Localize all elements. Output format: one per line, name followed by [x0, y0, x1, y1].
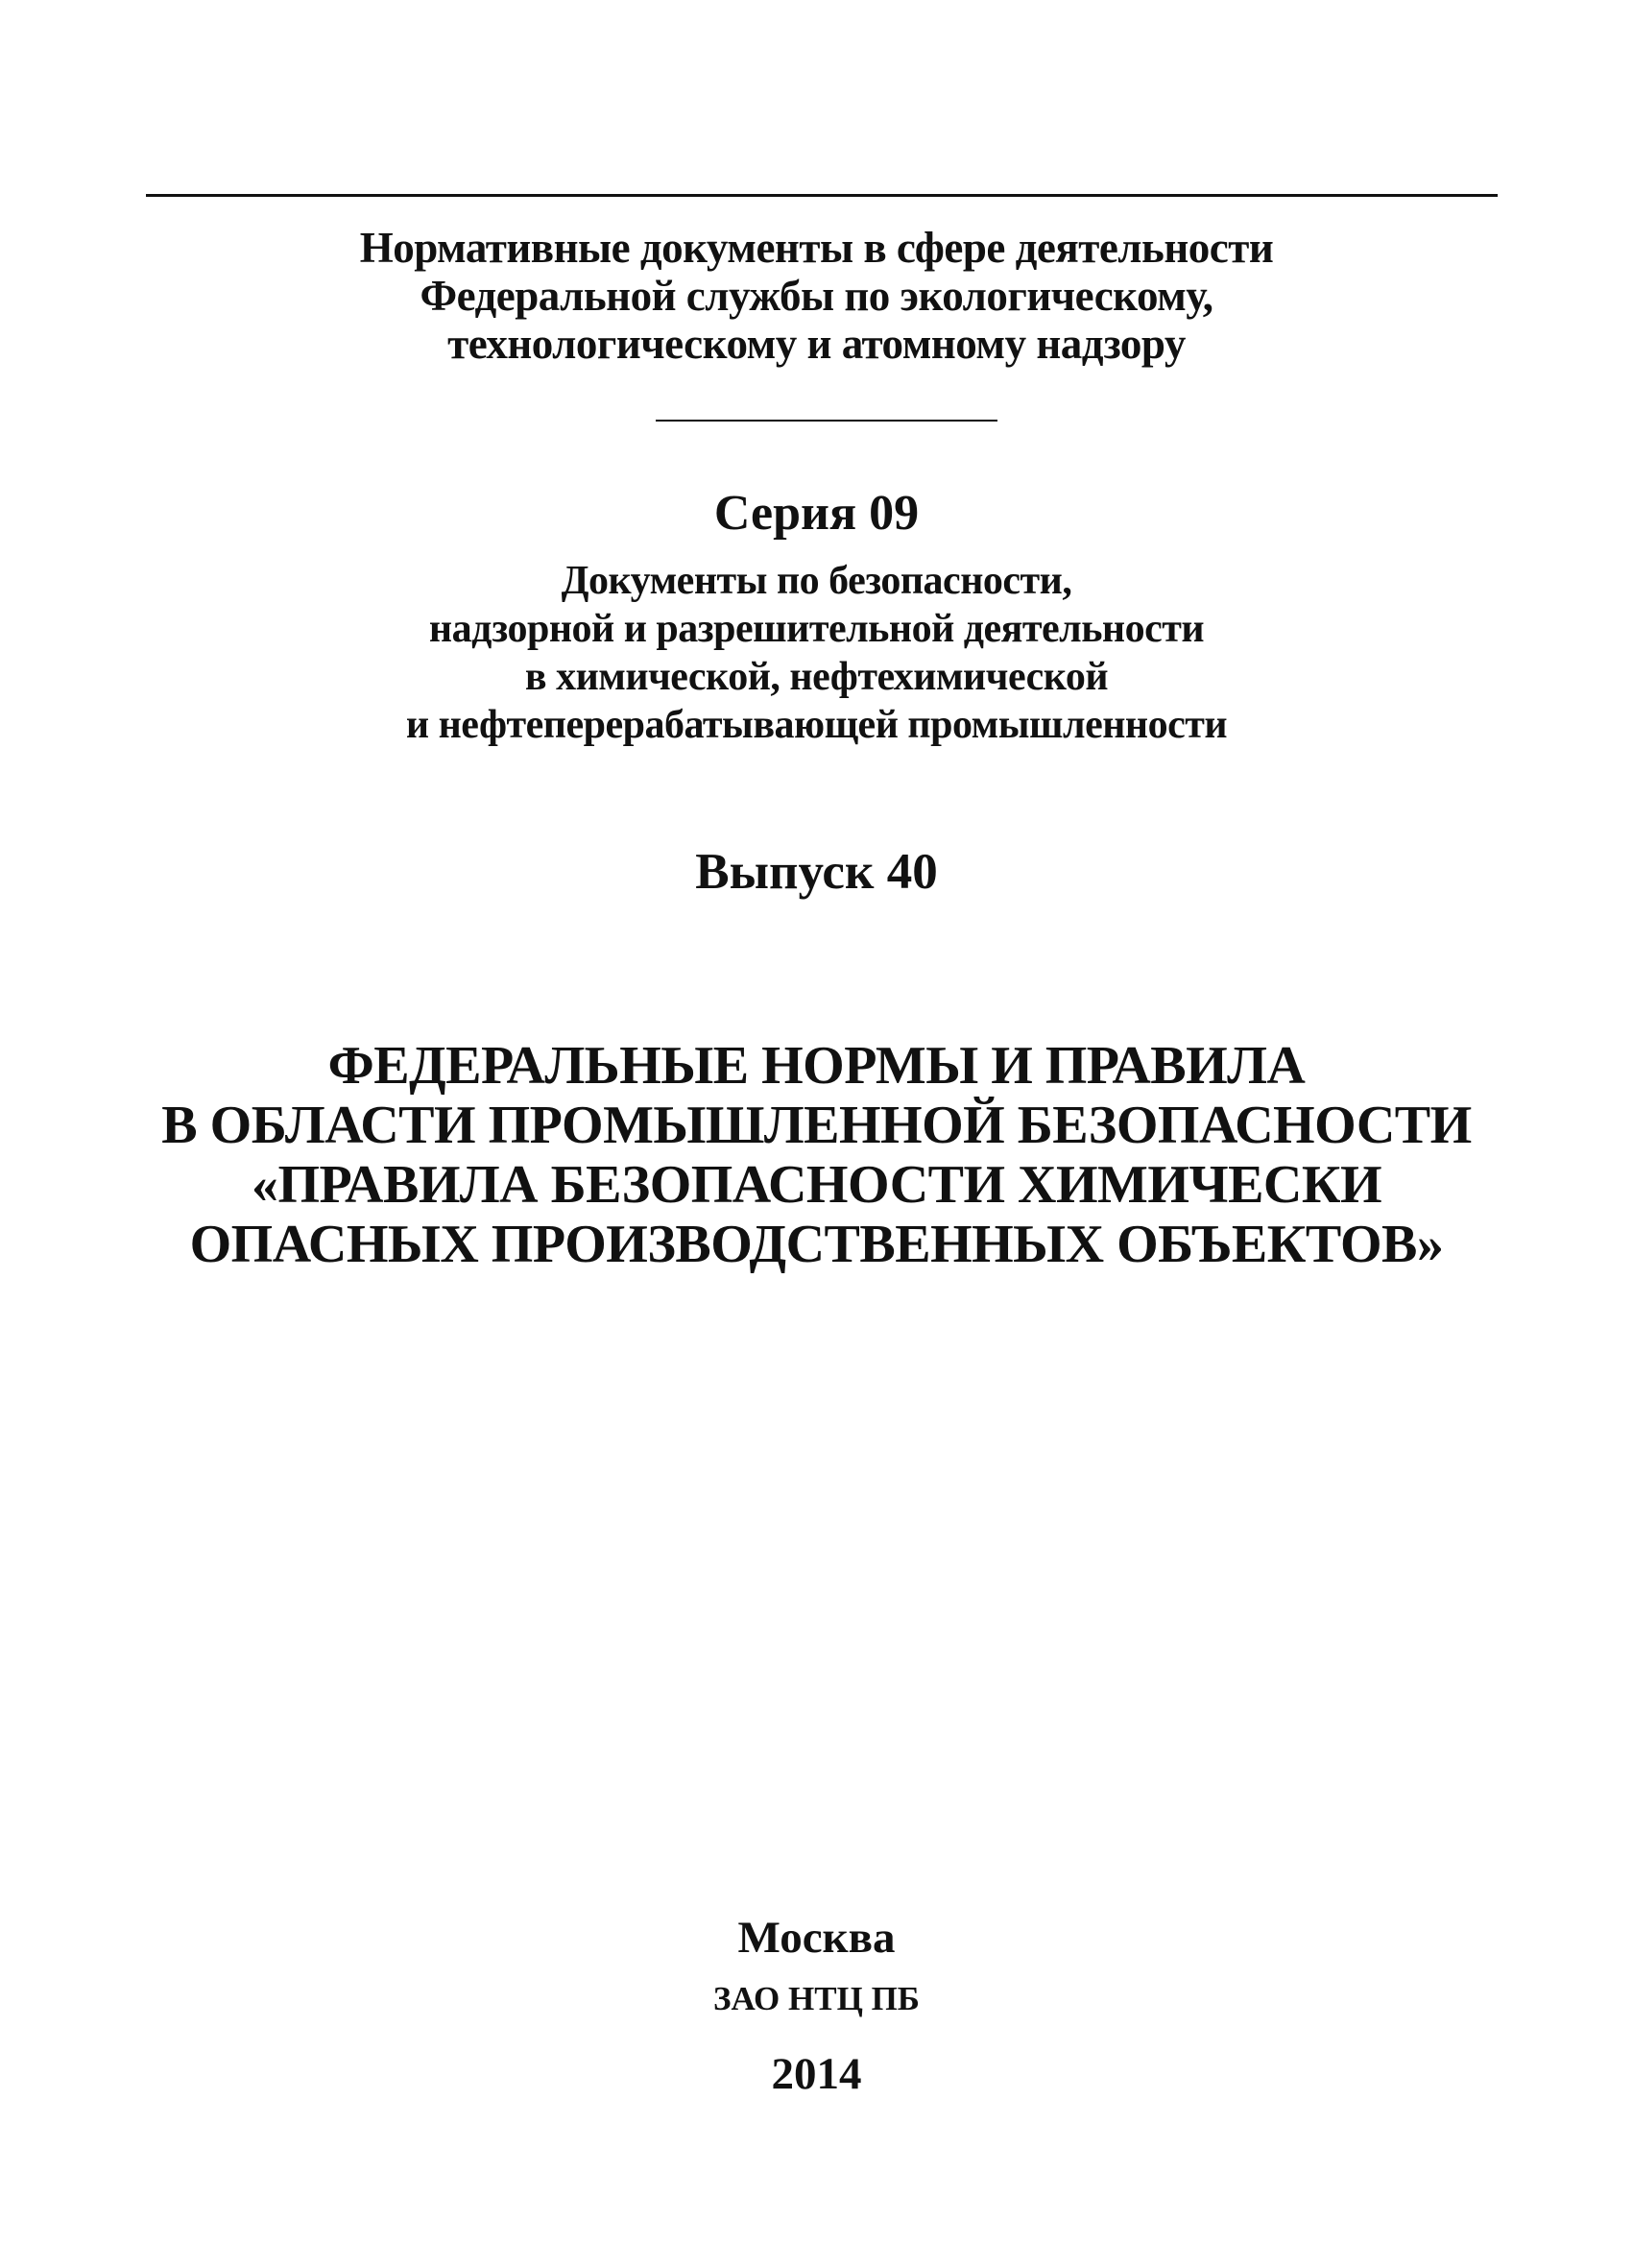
top-divider-line [146, 194, 1498, 197]
title-line-1: ФЕДЕРАЛЬНЫЕ НОРМЫ И ПРАВИЛА [327, 1036, 1306, 1096]
issue-label: Выпуск 40 [695, 844, 938, 900]
series-description-line-1: Документы по безопасности, [561, 559, 1072, 603]
authority-line-2: Федеральной службы по экологическому, [420, 272, 1213, 320]
imprint-year [0, 2047, 1633, 2101]
series-description [0, 557, 1633, 749]
issuing-authority-header [0, 224, 1633, 368]
series-title [0, 485, 1633, 543]
imprint-city [0, 1911, 1633, 1965]
title-line-3: «ПРАВИЛА БЕЗОПАСНОСТИ ХИМИЧЕСКИ [251, 1155, 1382, 1215]
title-line-4: ОПАСНЫХ ПРОИЗВОДСТВЕННЫХ ОБЪЕКТОВ» [189, 1215, 1444, 1274]
series-description-line-4: и нефтеперерабатывающей промышленности [405, 703, 1228, 747]
series-description-line-2: надзорной и разрешительной деятельности [428, 607, 1205, 651]
series-number: Серия 09 [713, 486, 920, 541]
series-description-line-3: в химической, нефтехимической [524, 655, 1109, 699]
imprint-publisher [0, 1979, 1633, 2019]
publisher-name: ЗАО НТЦ ПБ [713, 1980, 920, 2017]
title-line-2: В ОБЛАСТИ ПРОМЫШЛЕННОЙ БЕЗОПАСНОСТИ [161, 1096, 1472, 1155]
issue-number [0, 843, 1633, 901]
short-divider-line [656, 420, 997, 422]
authority-line-3: технологическому и атомному надзору [447, 320, 1186, 368]
city-name: Москва [737, 1913, 896, 1963]
publication-year: 2014 [771, 2049, 862, 2099]
authority-line-1: Нормативные документы в сфере деятельности [359, 224, 1274, 272]
document-title [0, 1036, 1633, 1274]
